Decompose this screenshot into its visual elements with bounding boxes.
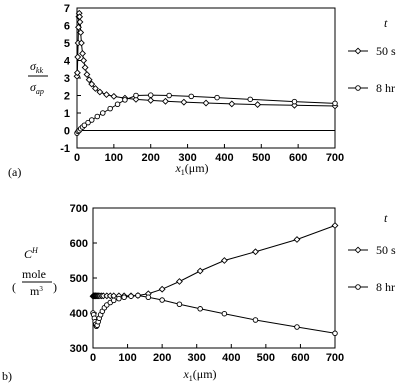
x-tick-label: 400 — [222, 352, 241, 364]
series-line — [77, 13, 335, 106]
x-tick-label: 300 — [187, 352, 206, 364]
data-point — [115, 102, 120, 107]
panel-b-ylabel-var: $C^H$ — [24, 246, 38, 261]
data-point — [255, 102, 261, 108]
data-point — [215, 95, 220, 100]
legend-circle-marker — [356, 285, 361, 290]
x-tick-label: 600 — [291, 352, 310, 364]
legend-diamond-marker — [355, 247, 361, 253]
y-tick-label: 2 — [63, 90, 70, 103]
x-tick-label: 100 — [104, 152, 124, 164]
panel-b-legend — [348, 211, 396, 294]
x-tick-label: 300 — [178, 152, 197, 164]
data-point — [148, 98, 154, 104]
data-point — [181, 99, 187, 105]
data-point — [134, 93, 139, 98]
y-tick-label: 300 — [69, 343, 88, 355]
data-point — [111, 94, 117, 100]
data-point — [111, 298, 116, 303]
panel-a-ylabel-numerator: $\sigma_{kk}$ — [30, 59, 44, 75]
x-tick-label: 100 — [118, 352, 137, 364]
x-tick-label: 200 — [141, 152, 160, 164]
y-tick-label: 3 — [63, 73, 70, 85]
data-point — [123, 98, 128, 103]
x-tick-label: 700 — [325, 152, 345, 164]
panel-b-x-axis-label — [182, 367, 216, 383]
panel-b-ylabel-left-paren: ( — [12, 280, 16, 294]
x-tick-label: 700 — [325, 352, 345, 364]
data-point — [160, 298, 165, 303]
y-tick-label: 0 — [63, 125, 70, 138]
data-point — [177, 302, 182, 307]
data-point — [248, 97, 253, 102]
series-50-s — [90, 223, 338, 299]
panel-a-legend-title: t — [384, 16, 388, 30]
x-tick-label: 500 — [252, 152, 271, 164]
data-point — [294, 237, 300, 243]
panel-a-label: (a) — [8, 165, 22, 179]
x-tick-label: 600 — [288, 152, 308, 164]
data-point — [148, 93, 153, 98]
data-point — [203, 100, 209, 106]
plot-frame — [77, 8, 335, 148]
panel-b-y-axis-label — [12, 246, 57, 298]
data-point — [117, 296, 122, 301]
panel-b-legend-title: t — [384, 211, 388, 225]
legend-label: 8 hr — [376, 81, 395, 95]
series-50-s — [74, 10, 338, 108]
data-point — [292, 99, 297, 104]
data-point — [95, 114, 100, 119]
panel-a-xlabel-text: $x_1(\mu m)$ — [175, 161, 209, 177]
y-tick-label: 4 — [63, 55, 70, 68]
legend-label: 50 s — [376, 44, 396, 58]
data-point — [229, 101, 235, 107]
y-tick-label: 7 — [63, 3, 70, 15]
panel-b-label: b) — [2, 369, 12, 383]
data-point — [77, 19, 83, 25]
y-tick-label: 500 — [69, 273, 88, 285]
panel-a-y-axis-label — [28, 59, 48, 96]
legend-label: 8 hr — [376, 280, 395, 294]
y-tick-label: 700 — [69, 203, 88, 215]
legend-label: 50 s — [376, 243, 396, 257]
panel-b-ylabel-unit-den: $m^3$ — [30, 284, 43, 298]
chart-panel-a — [8, 3, 396, 179]
panel-a-legend — [348, 16, 396, 95]
data-point — [101, 111, 106, 116]
data-point — [332, 223, 338, 229]
data-point — [108, 106, 113, 111]
data-point — [163, 98, 169, 104]
data-point — [333, 331, 338, 336]
data-point — [222, 258, 228, 264]
data-point — [81, 58, 87, 64]
data-point — [177, 279, 183, 285]
panel-a-ylabel-denominator: $\sigma_{ap}$ — [30, 80, 44, 96]
y-tick-label: 6 — [63, 20, 70, 33]
panel-b-ylabel-unit-num: mole — [22, 267, 46, 281]
data-point — [104, 92, 110, 98]
data-point — [75, 54, 81, 60]
panel-b-ylabel-right-paren: ) — [53, 280, 57, 294]
x-tick-label: 0 — [73, 152, 81, 164]
data-point — [84, 72, 90, 78]
y-tick-label: 1 — [63, 108, 70, 120]
series-8-hr — [91, 293, 338, 335]
y-tick-label: 600 — [69, 238, 88, 250]
x-tick-label: 0 — [89, 352, 97, 364]
data-point — [253, 249, 259, 255]
data-point — [89, 118, 94, 123]
x-tick-label: 500 — [256, 352, 276, 364]
data-point — [136, 293, 141, 298]
data-point — [129, 294, 134, 299]
x-tick-label: 400 — [215, 152, 234, 164]
panel-b-xlabel-text: $x_1(\mu m)$ — [183, 367, 217, 383]
y-tick-label: -1 — [60, 143, 70, 155]
data-point — [122, 295, 127, 300]
data-point — [333, 101, 338, 106]
data-point — [146, 295, 151, 300]
data-point — [189, 94, 194, 99]
series-line — [93, 226, 335, 297]
data-point — [167, 93, 172, 98]
y-tick-label: 5 — [63, 38, 70, 50]
legend-diamond-marker — [355, 48, 361, 54]
data-point — [197, 268, 203, 274]
y-tick-label: 400 — [69, 308, 88, 320]
data-point — [253, 318, 258, 323]
legend-circle-marker — [356, 86, 361, 91]
data-point — [80, 51, 86, 57]
data-point — [82, 65, 88, 71]
data-point — [222, 311, 227, 316]
data-point — [198, 307, 203, 312]
data-point — [295, 325, 300, 330]
data-point — [159, 286, 165, 292]
chart-panel-b — [2, 203, 396, 383]
x-tick-label: 200 — [152, 352, 172, 364]
